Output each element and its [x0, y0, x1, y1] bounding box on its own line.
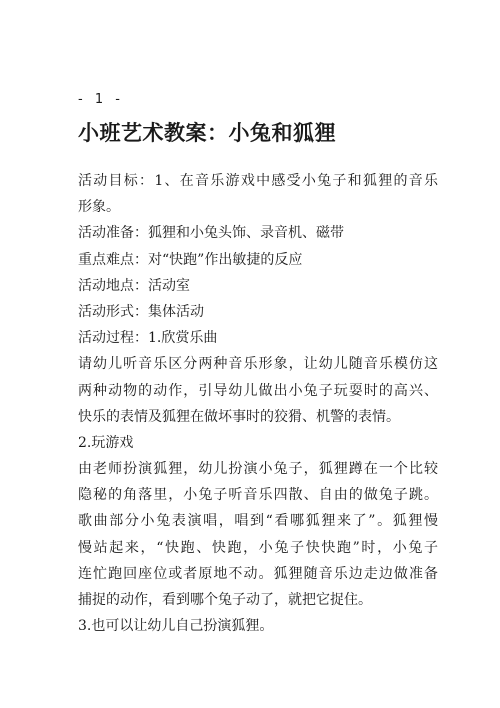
text-line: 活动准备：狐狸和小兔头饰、录音机、磁带	[78, 225, 344, 242]
text-line: 慢站起来，“快跑、快跑，小兔子快快跑”时，小兔子	[78, 539, 438, 556]
text-line: 请幼儿听音乐区分两种音乐形象，让幼儿随音乐模仿这	[78, 356, 438, 373]
text-line: 两种动物的动作，引导幼儿做出小兔子玩耍时的高兴、	[78, 382, 438, 399]
text-line: 活动过程：1.欣赏乐曲	[78, 330, 218, 347]
text-line: 隐秘的角落里，小兔子听音乐四散、自由的做兔子跳。	[78, 487, 438, 504]
text-line: 活动形式：集体活动	[78, 303, 204, 320]
text-line: 由老师扮演狐狸，幼儿扮演小兔子，狐狸蹲在一个比较	[78, 461, 438, 478]
body-text	[78, 168, 438, 639]
text-line: 快乐的表情及狐狸在做坏事时的狡猾、机警的表情。	[78, 408, 400, 425]
text-line: 歌曲部分小兔表演唱，唱到“看哪狐狸来了”。狐狸慢	[78, 513, 438, 530]
text-line: 重点难点：对“快跑”作出敏捷的反应	[78, 251, 303, 268]
text-line: 活动地点：活动室	[78, 277, 190, 294]
document-title: 小班艺术教案：小兔和狐狸	[78, 120, 336, 145]
page-number: - 1 -	[78, 92, 124, 107]
text-line: 3.也可以让幼儿自己扮演狐狸。	[78, 618, 274, 635]
text-line: 活动目标：1、在音乐游戏中感受小兔子和狐狸的音乐	[78, 173, 438, 189]
text-line: 捕捉的动作，看到哪个兔子动了，就把它捉住。	[78, 592, 372, 608]
text-line: 连忙跑回座位或者原地不动。狐狸随音乐边走边做准备	[78, 565, 438, 582]
text-line: 2.玩游戏	[78, 434, 134, 451]
text-line: 形象。	[78, 199, 120, 216]
